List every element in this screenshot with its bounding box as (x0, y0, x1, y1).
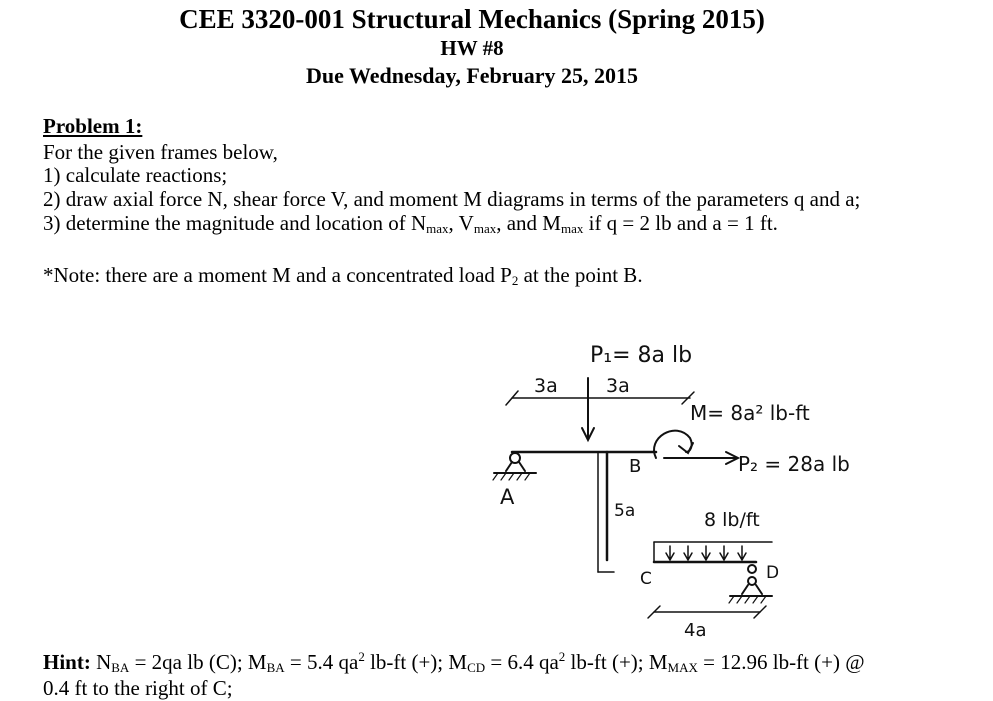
dist-load-arrow (684, 546, 692, 560)
dist-load-arrow (702, 546, 710, 560)
step-3: 3) determine the magnitude and location of $N_{max}$, $V_{max}$, and $M_{max}$ if q = 2 lb and a = 1 ft. (43, 211, 778, 236)
dist-load-arrow (666, 546, 674, 560)
step-1: 1) calculate reactions; (43, 163, 228, 187)
homework-number: HW #8 (440, 36, 504, 60)
point-d-label: D (766, 563, 780, 583)
dist-load-arrow (738, 546, 746, 560)
problem-title: Problem 1: (43, 114, 143, 138)
step-2: 2) draw axial force N, shear force V, and moment M diagrams in terms of the parameters q and a; (43, 187, 861, 211)
hint-label: Hint: (43, 650, 91, 674)
pin-d-bottom (748, 577, 756, 585)
moment-arc (654, 431, 692, 458)
span-right-label: 3a (606, 375, 630, 397)
point-a-label: A (500, 485, 515, 509)
p2-label: P₂ = 28a lb (738, 452, 850, 476)
hint-line-2: 0.4 ft to the right of C; (43, 676, 233, 700)
span-left-label: 3a (534, 375, 558, 397)
bottom-span-label: 4a (684, 620, 707, 641)
point-c-label: C (640, 569, 652, 589)
pin-a-leg-right (519, 462, 525, 471)
pin-d-leg-right (756, 585, 762, 594)
point-b-label: B (629, 456, 642, 477)
support-d-hatch (729, 596, 766, 603)
moment-label: M= 8a² lb-ft (690, 401, 810, 425)
course-title: CEE 3320-001 Structural Mechanics (Spring 2015) (179, 4, 765, 34)
problem-intro: For the given frames below, (43, 140, 278, 164)
p1-label: P₁= 8a lb (590, 343, 693, 368)
hint-line-1: Hint: $N_{BA} = 2qa$ lb (C); $M_{BA} = 5.4$ $qa^2$ lb-ft (+); $M_{CD} = 6.4$ $qa^2$ lb-ft (+); $M_{MAX} = 12.96$ lb-ft (+) @ (43, 649, 865, 675)
pin-d-top (748, 565, 756, 573)
dist-load-label: 8 lb/ft (704, 509, 760, 531)
due-date: Due Wednesday, February 25, 2015 (305, 63, 639, 88)
pin-d-leg-left (742, 585, 748, 594)
height-label: 5a (614, 501, 636, 521)
dist-load-arrow (720, 546, 728, 560)
note: *Note: there are a moment M and a concentrated load $P_2$ at the point B. (43, 263, 643, 288)
support-a-hatch (493, 473, 530, 480)
pin-a-leg-left (506, 462, 512, 471)
